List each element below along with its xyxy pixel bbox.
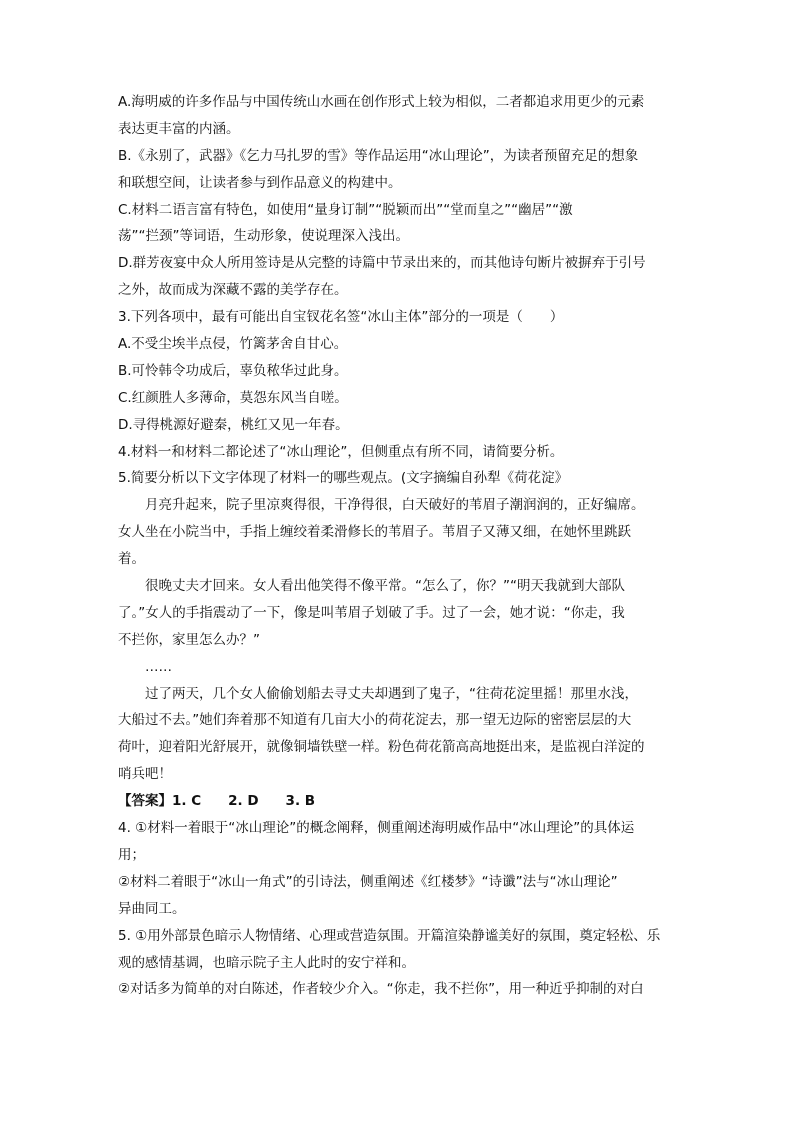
excerpt-paragraph-2-line-1: 很晚丈夫才回来。女人看出他笑得不像平常。“怎么了，你？”“明天我就到大部队 — [145, 578, 625, 595]
question-3-option-c: C.红颜胜人多薄命，莫怨东风当自嗟。 — [118, 389, 348, 406]
question-5-stem: 5.简要分析以下文字体现了材料一的哪些观点。(文字摘编自孙犁《荷花淀》 — [118, 470, 569, 487]
question-3-option-a: A.不受尘埃半点侵，竹篱茅舍自甘心。 — [118, 336, 348, 353]
excerpt-ellipsis: …… — [145, 658, 172, 675]
option-a-line-1: A.海明威的许多作品与中国传统山水画在创作形式上较为相似，二者都追求用更少的元素 — [118, 94, 645, 110]
answer-5-part-1-line-1: 5. ①用外部景色暗示人物情绪、心理或营造氛围。开篇渲染静谧美好的氛围，奠定轻松、乐 — [118, 927, 661, 944]
question-3-option-d: D.寻得桃源好避秦，桃红又见一年春。 — [118, 416, 349, 433]
excerpt-paragraph-2-line-3: 不拦你，家里怎么办？” — [118, 631, 260, 648]
option-c-line-1: C.材料二语言富有特色，如使用“量身订制”“脱颖而出”“堂而皇之”“幽居”“激 — [118, 201, 573, 218]
excerpt-paragraph-3-line-3: 荷叶，迎着阳光舒展开，就像铜墙铁壁一样。粉色荷花箭高高地挺出来，是监视白洋淀的 — [118, 739, 645, 756]
question-4-stem: 4.材料一和材料二都论述了“冰山理论”，但侧重点有所不同，请简要分析。 — [118, 443, 564, 460]
answer-5-part-1-line-2: 观的感情基调，也暗示院子主人此时的安宁祥和。 — [118, 954, 415, 971]
question-3-stem: 3.下列各项中，最有可能出自宝钗花名签“冰山主体”部分的一项是（ ） — [118, 309, 564, 326]
option-d-line-1: D.群芳夜宴中众人所用签诗是从完整的诗篇中节录出来的，而其他诗句断片被摒弃于引号 — [118, 255, 646, 272]
excerpt-paragraph-3-line-2: 大船过不去。”她们奔着那不知道有几亩大小的荷花淀去，那一望无边际的密密层层的大 — [118, 712, 632, 729]
answer-key-line: 【答案】1. C 2. D 3. B — [118, 793, 316, 810]
answer-4-part-1-line-2: 用； — [118, 846, 145, 863]
option-a-line-2: 表达更丰富的内涵。 — [118, 120, 240, 137]
answer-4-part-1-line-1: 4. ①材料一着眼于“冰山理论”的概念阐释，侧重阐述海明威作品中“冰山理论”的具体运 — [118, 820, 635, 837]
option-b-line-2: 和联想空间，让读者参与到作品意义的构建中。 — [118, 174, 402, 191]
answer-4-part-2-line-1: ②材料二着眼于“冰山一角式”的引诗法，侧重阐述《红楼梦》“诗谶”法与“冰山理论” — [118, 873, 618, 890]
excerpt-paragraph-3-line-1: 过了两天，几个女人偷偷划船去寻丈夫却遇到了鬼子，“往荷花淀里摇！那里水浅， — [145, 685, 638, 702]
document-body — [118, 89, 683, 1003]
option-d-line-2: 之外，故而成为深藏不露的美学存在。 — [118, 282, 348, 299]
excerpt-paragraph-3-line-4: 哨兵吧！ — [118, 766, 172, 783]
question-3-option-b: B.可怜韩令功成后，辜负秾华过此身。 — [118, 362, 348, 379]
excerpt-paragraph-1-line-1: 月亮升起来，院子里凉爽得很，干净得很，白天破好的苇眉子潮润润的，正好编席。 — [145, 497, 645, 514]
excerpt-paragraph-2-line-2: 了。”女人的手指震动了一下，像是叫苇眉子划破了手。过了一会，她才说：“你走，我 — [118, 604, 625, 621]
excerpt-paragraph-1-line-2: 女人坐在小院当中，手指上缠绞着柔滑修长的苇眉子。苇眉子又薄又细，在她怀里跳跃 — [118, 524, 631, 541]
answer-5-part-2-line-1: ②对话多为简单的对白陈述，作者较少介入。“你走，我不拦你”，用一种近乎抑制的对白 — [118, 981, 644, 998]
option-c-line-2: 荡”“拦颈”等词语，生动形象，使说理深入浅出。 — [118, 228, 409, 245]
option-b-line-1: B.《永别了，武器》《乞力马扎罗的雪》等作品运用“冰山理论”，为读者预留充足的想象 — [118, 147, 639, 164]
answer-4-part-2-line-2: 异曲同工。 — [118, 900, 186, 917]
excerpt-paragraph-1-line-3: 着。 — [118, 551, 145, 568]
